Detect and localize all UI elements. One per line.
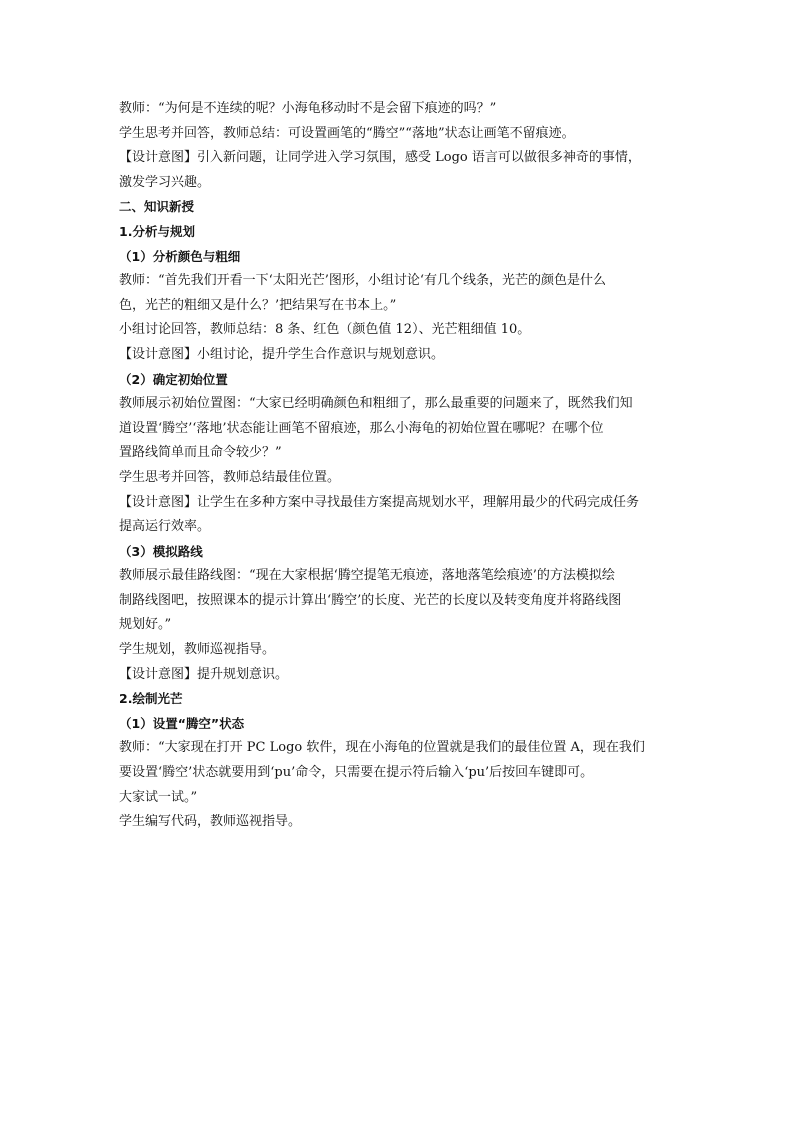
text-line: 制路线图吧，按照课本的提示计算出‘腾空’的长度、光芒的长度以及转变角度并将路线图 xyxy=(119,592,622,608)
text-line: 大家试一试。” xyxy=(119,789,198,805)
document-body xyxy=(119,97,679,835)
text-line: 教师：“首先我们开看一下‘太阳光芒’图形，小组讨论‘有几个线条，光芒的颜色是什么 xyxy=(119,273,607,289)
text-line: 学生规划，教师巡视指导。 xyxy=(119,642,276,658)
text-line: 激发学习兴趣。 xyxy=(119,174,211,190)
subsection-heading: 2.绘制光芒 xyxy=(119,691,183,707)
text-line: 置路线简单而且命令较少？” xyxy=(119,445,282,461)
text-line: 道设置‘腾空’‘落地’状态能让画笔不留痕迹，那么小海龟的初始位置在哪呢？在哪个位 xyxy=(119,420,604,436)
text-line: 学生思考并回答，教师总结：可设置画笔的“腾空”“落地”状态让画笔不留痕迹。 xyxy=(119,125,575,141)
section-heading: 二、知识新授 xyxy=(119,199,195,215)
text-line: 教师：“为何是不连续的呢？小海龟移动时不是会留下痕迹的吗？” xyxy=(119,101,497,116)
text-line: 小组讨论回答，教师总结：8 条、红色（颜色值 12）、光芒粗细值 10。 xyxy=(119,322,531,338)
text-line: 教师：“大家现在打开 PC Logo 软件，现在小海龟的位置就是我们的最佳位置 A，现在我们 xyxy=(119,740,645,756)
text-line: 教师展示初始位置图：“大家已经明确颜色和粗细了，那么最重要的问题来了，既然我们知 xyxy=(119,396,633,412)
step-heading: （1）设置“腾空”状态 xyxy=(119,715,245,731)
text-line: 色，光芒的粗细又是什么？’把结果写在书本上。” xyxy=(119,297,397,313)
step-heading: （3）模拟路线 xyxy=(119,543,203,559)
text-line: 【设计意图】小组讨论，提升学生合作意识与规划意识。 xyxy=(119,346,445,362)
step-heading: （1）分析颜色与粗细 xyxy=(119,248,241,264)
text-line: 提高运行效率。 xyxy=(119,519,211,535)
step-heading: （2）确定初始位置 xyxy=(119,371,228,387)
text-line: 学生编写代码，教师巡视指导。 xyxy=(119,814,302,830)
text-line: 规划好。” xyxy=(119,617,172,633)
text-line: 【设计意图】引入新问题，让同学进入学习氛围，感受 Logo 语言可以做很多神奇的事情， xyxy=(119,150,641,166)
text-line: 学生思考并回答，教师总结最佳位置。 xyxy=(119,469,341,485)
text-line: 【设计意图】提升规划意识。 xyxy=(119,666,289,682)
text-line: 教师展示最佳路线图：“现在大家根据‘腾空提笔无痕迹，落地落笔绘痕迹’的方法模拟绘 xyxy=(119,568,615,584)
text-line: 要设置‘腾空’状态就要用到‘pu’命令，只需要在提示符后输入‘pu’后按回车键即可。 xyxy=(119,765,594,781)
subsection-heading: 1.分析与规划 xyxy=(119,223,195,239)
text-line: 【设计意图】让学生在多种方案中寻找最佳方案提高规划水平，理解用最少的代码完成任务 xyxy=(119,494,640,510)
